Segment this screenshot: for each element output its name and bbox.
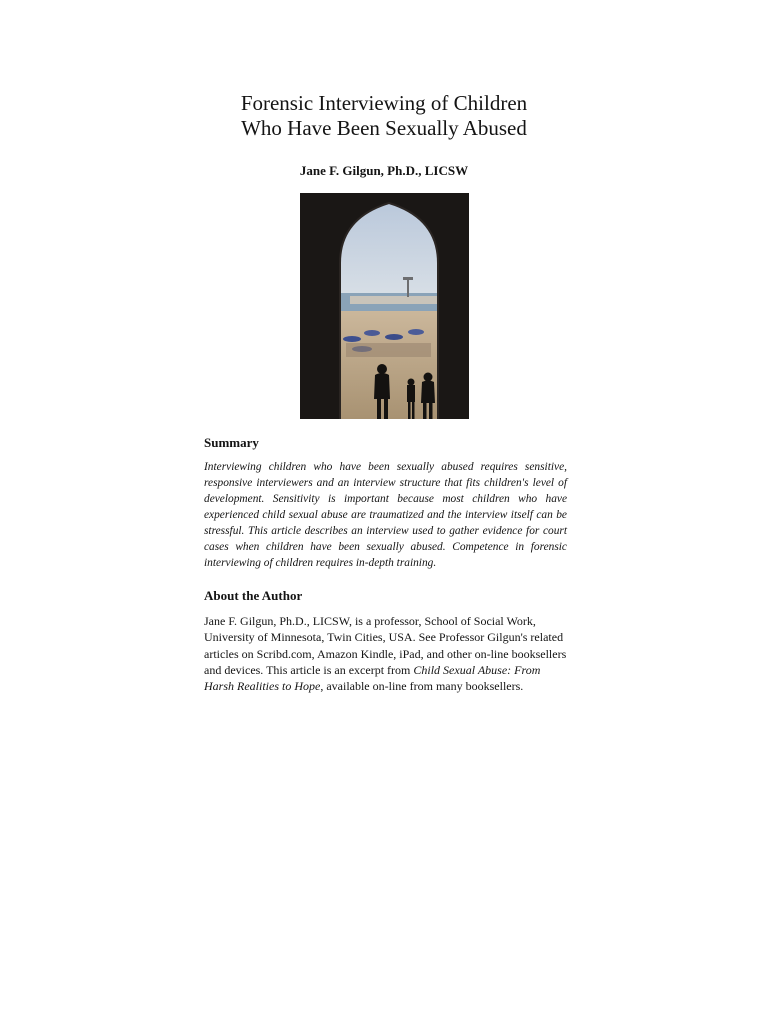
summary-text: Interviewing children who have been sexually abused requires sensitive, responsive interviewers and an interview structure that fits children's level of development. Sensitivity is important because most children who have experienced child sexual abuse are traumatized and the interview itself can be stressful. This article describes an interview used to gather evidence for court cases when children have been sexually abused. Competence in forensic interviewing of children requires in-depth training. <box>204 461 567 569</box>
cover-photo-archway-beach <box>300 193 469 419</box>
about-author-text <box>204 613 567 694</box>
about-text-part-2: , available on-line from many booksellers. <box>320 679 524 694</box>
author-name: Jane F. Gilgun, Ph.D., LICSW <box>299 163 469 178</box>
title-line-1: Forensic Interviewing of Children <box>240 91 528 115</box>
book-title: Child Sexual Abuse: From Harsh Realities to Hope <box>204 662 541 694</box>
title-line-2: Who Have Been Sexually Abused <box>241 116 527 140</box>
document-title <box>0 91 768 141</box>
summary-heading: Summary <box>204 435 259 450</box>
about-author-heading: About the Author <box>204 588 303 603</box>
about-text-part-1: Jane F. Gilgun, Ph.D., LICSW, is a professor, School of Social Work, University of Minnesota, Twin Cities, USA. See Professor Gilgun's related articles on Scribd.com, Amazon Kindle, iPad, and other on-line booksellers and devices. This article is an excerpt from <box>204 614 567 677</box>
